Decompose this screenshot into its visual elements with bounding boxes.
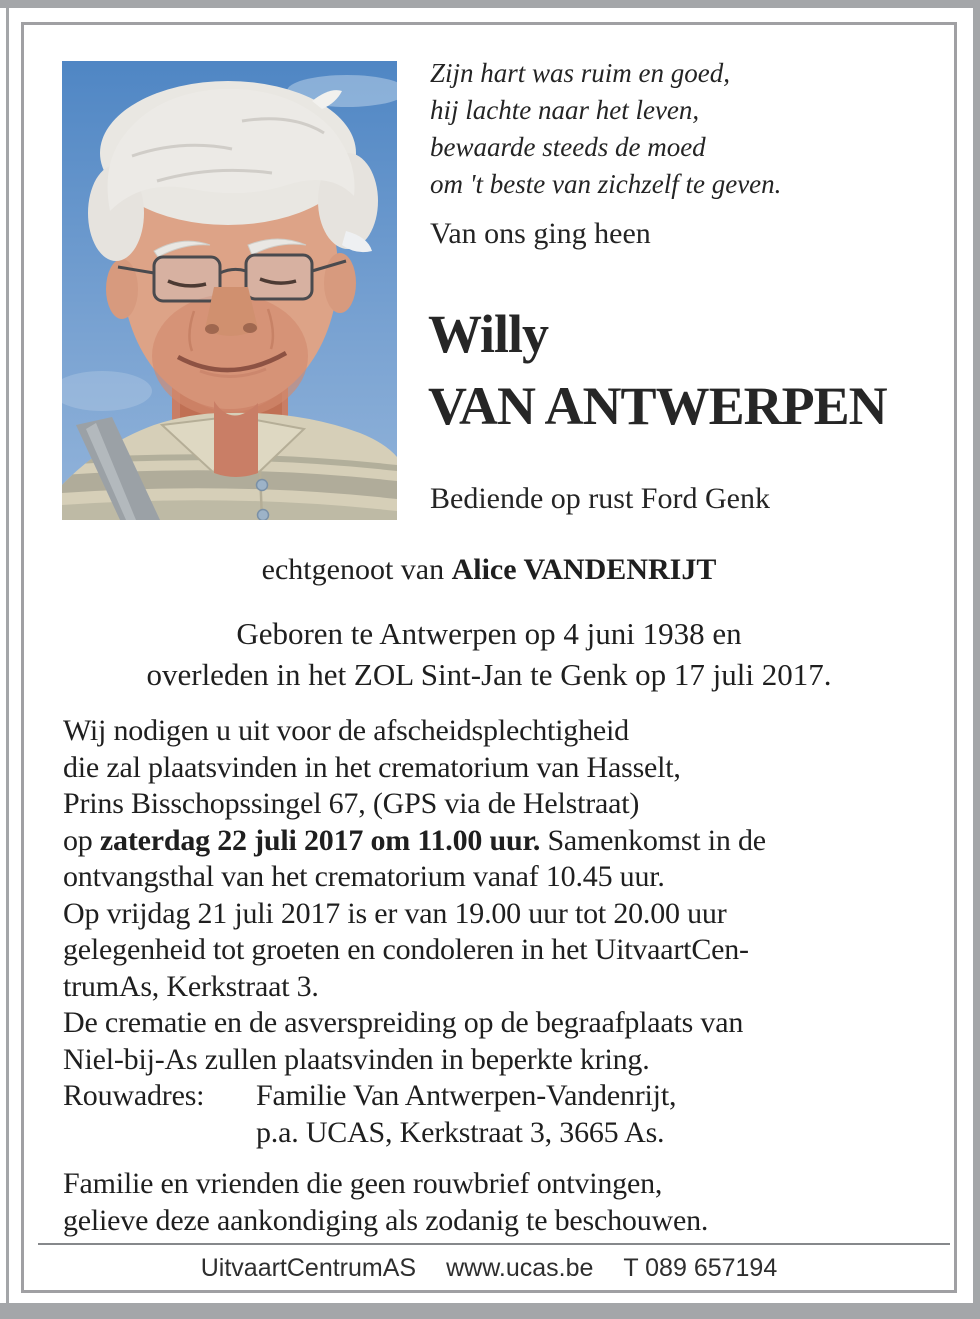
mourning-address-label: Rouwadres: [63,1079,205,1112]
deceased-last-name: VAN ANTWERPEN [428,376,887,436]
scan-frame-right [973,0,980,1319]
ceremony-line: gelegenheid tot groeten en condoleren in het UitvaartCen- [63,933,749,966]
ceremony-line: trumAs, Kerkstraat 3. [63,969,319,1003]
poem-line: Zijn hart was ruim en goed, [430,58,731,88]
mourning-address-line: p.a. UCAS, Kerkstraat 3, 3665 As. [256,1115,665,1149]
ceremony-line: De crematie en de asverspreiding op de begraafplaats van [63,1006,744,1039]
ceremony-text [63,713,943,1151]
scan-frame-top [0,0,980,8]
funeral-home-phone: T 089 657194 [623,1254,778,1282]
poem [430,55,781,203]
spouse-name: Alice VANDENRIJT [451,553,717,586]
ceremony-date-post: Samenkomst in de [540,823,766,857]
mourning-address-line: Familie Van Antwerpen-Vandenrijt, [256,1079,677,1112]
scan-frame-left [6,8,9,1303]
mourning-address-row [63,1078,943,1115]
ceremony-line: Wij nodigen u uit voor de afscheidsplechtigheid [63,714,629,747]
ceremony-line: ontvangsthal van het crematorium vanaf 10.45 uur. [63,860,665,893]
funeral-home-website: www.ucas.be [446,1254,594,1282]
scan-frame-bottom [0,1303,980,1319]
mourning-address-row [63,1115,943,1152]
funeral-home-name: UitvaartCentrumAS [200,1254,417,1282]
footer-divider [38,1243,950,1245]
spouse-line [24,553,954,587]
ceremony-line: Op vrijdag 21 juli 2017 is er van 19.00 uur tot 20.00 uur [63,896,727,930]
closing-text [63,1166,943,1239]
ceremony-line: die zal plaatsvinden in het crematorium van Hasselt, [63,750,681,784]
deceased-name [428,298,887,442]
ceremony-date-pre: op [63,823,100,857]
ceremony-line: Prins Bisschopssingel 67, (GPS via de Helstraat) [63,787,640,820]
ceremony-date-bold: zaterdag 22 juli 2017 om 11.00 uur. [99,823,541,857]
closing-line: gelieve deze aankondiging als zodanig te beschouwen. [63,1203,709,1237]
ceremony-line: Niel-bij-As zullen plaatsvinden in beperkte kring. [63,1042,650,1076]
life-dates [24,613,954,695]
deceased-first-name: Willy [428,304,549,364]
portrait-photo [62,61,397,520]
poem-line: bewaarde steeds de moed [430,132,706,162]
closing-line: Familie en vrienden die geen rouwbrief ontvingen, [63,1167,663,1200]
intro-line: Van ons ging heen [430,217,651,250]
poem-line: hij lachte naar het leven, [430,95,700,125]
funeral-home-footer [24,1254,954,1283]
deceased-subtitle: Bediende op rust Ford Genk [430,482,770,515]
death-line: overleden in het ZOL Sint-Jan te Genk op 17 juli 2017. [146,657,832,692]
birth-line: Geboren te Antwerpen op 4 juni 1938 en [236,616,742,651]
spouse-prefix: echtgenoot van [261,553,452,586]
poem-line: om 't beste van zichzelf te geven. [430,169,782,199]
ceremony-line-date [63,823,943,860]
obituary-card [21,22,957,1293]
